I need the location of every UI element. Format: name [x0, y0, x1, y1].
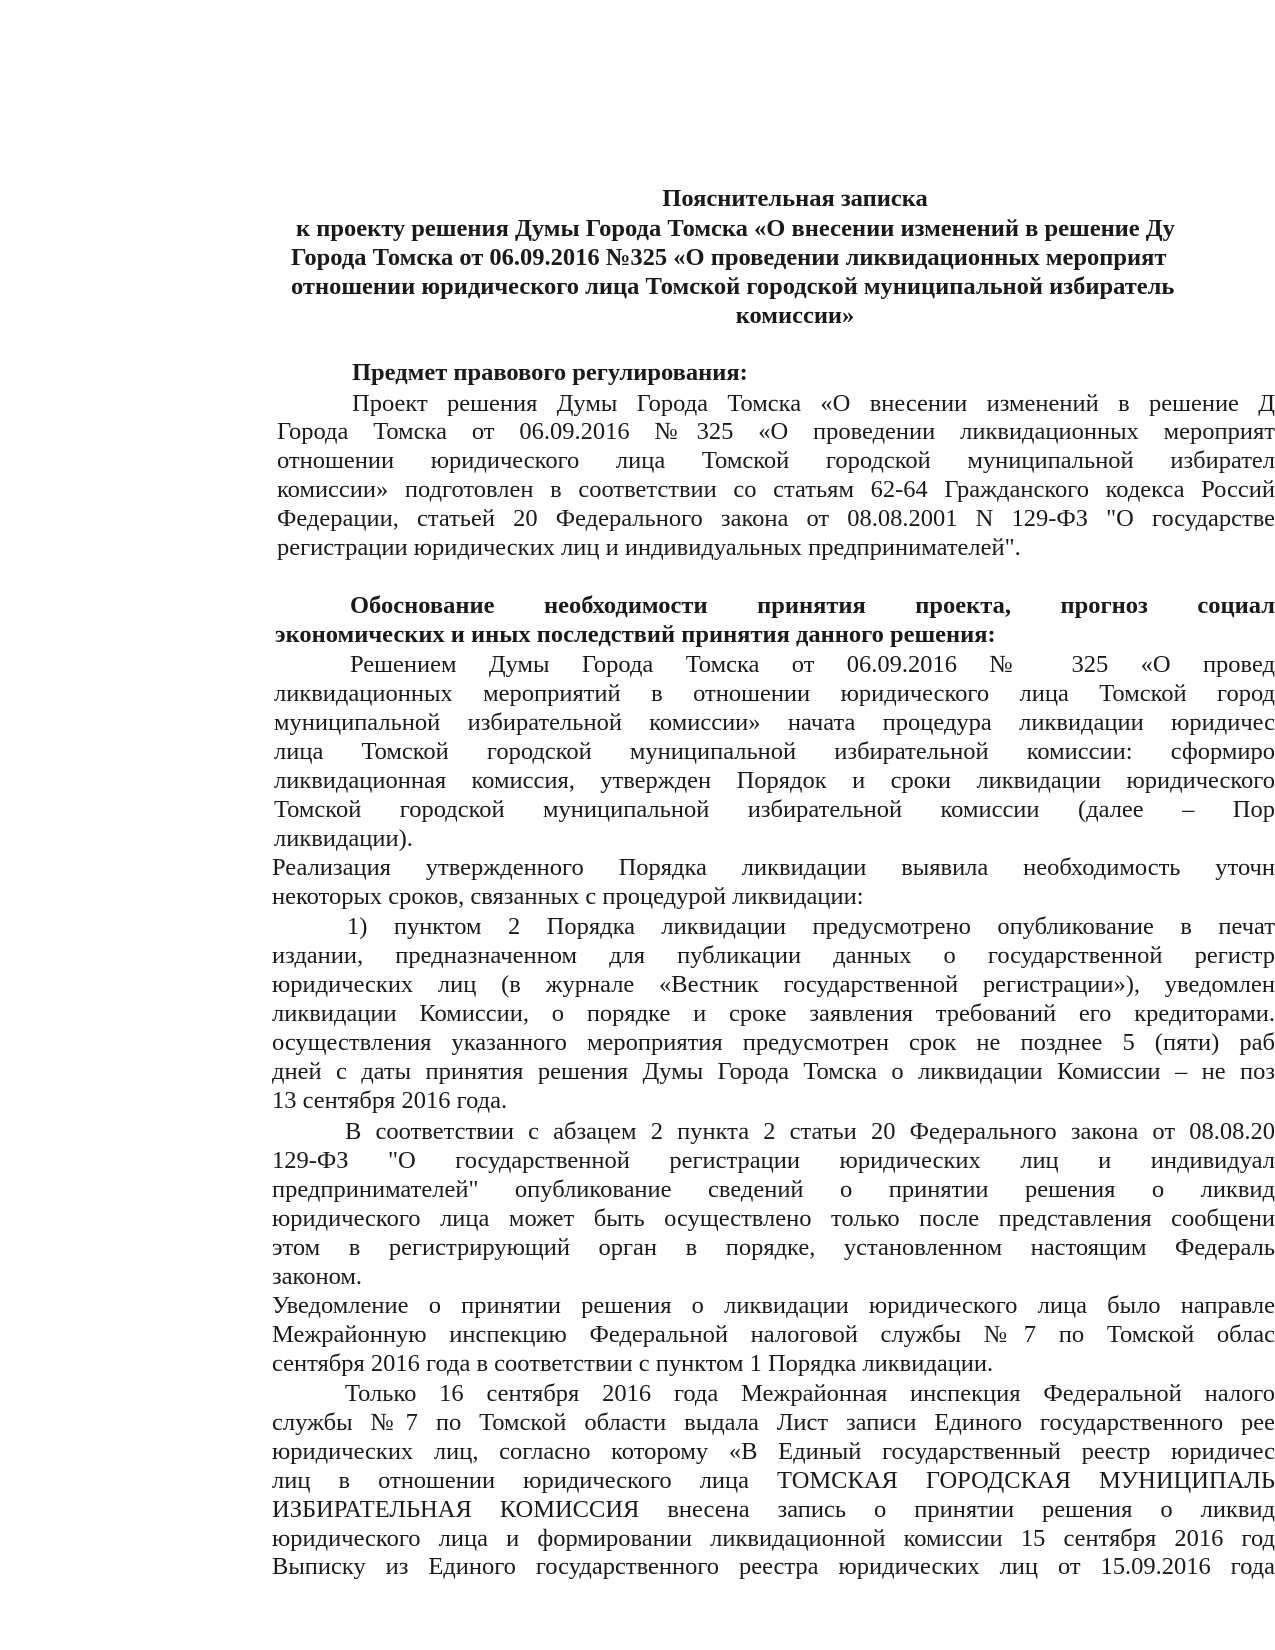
- paragraph-line: лица Томской городской муниципальной избирательной комиссии: сформиро: [274, 738, 1275, 765]
- paragraph-line: этом в регистрирующий орган в порядке, установленном настоящим Федераль: [272, 1234, 1275, 1261]
- paragraph-line: ликвидации).: [274, 825, 413, 852]
- section-heading: Обоснование необходимости принятия проекта, прогноз социал: [350, 592, 1275, 619]
- paragraph-line: ликвидационная комиссия, утвержден Порядок и сроки ликвидации юридического: [274, 767, 1275, 794]
- paragraph-line: осуществления указанного мероприятия предусмотрен срок не позднее 5 (пяти) раб: [272, 1029, 1275, 1056]
- paragraph-line: законом.: [272, 1263, 362, 1290]
- paragraph-line: Межрайонную инспекцию Федеральной налоговой службы №7 по Томской облас: [272, 1321, 1275, 1348]
- paragraph-line: комиссии» подготовлен в соответствии со статьям 62-64 Гражданского кодекса Россий: [277, 476, 1275, 503]
- title-line: комиссии»: [735, 302, 855, 329]
- paragraph-line: Уведомление о принятии решения о ликвидации юридического лица было направле: [272, 1292, 1275, 1319]
- paragraph-line: Федерации, статьей 20 Федерального закона от 08.08.2001 N 129-ФЗ "О государстве: [277, 505, 1275, 532]
- paragraph-line: предпринимателей" опубликование сведений о принятии решения о ликвид: [272, 1176, 1275, 1203]
- paragraph-line: ИЗБИРАТЕЛЬНАЯ КОМИССИЯ внесена запись о принятии решения о ликвид: [272, 1496, 1275, 1523]
- paragraph-line: 129-ФЗ "О государственной регистрации юридических лиц и индивидуал: [272, 1147, 1275, 1174]
- paragraph-line: ликвидации Комиссии, о порядке и сроке заявления требований его кредиторами.: [272, 1000, 1275, 1027]
- paragraph-line: регистрации юридических лиц и индивидуальных предпринимателей".: [277, 534, 1021, 561]
- paragraph-line: 1) пунктом 2 Порядка ликвидации предусмотрено опубликование в печат: [347, 913, 1275, 940]
- paragraph-line: Реализация утвержденного Порядка ликвидации выявила необходимость уточн: [272, 854, 1275, 881]
- paragraph-line: Проект решения Думы Города Томска «О внесении изменений в решение Д: [352, 390, 1275, 417]
- paragraph-line: 13 сентября 2016 года.: [272, 1087, 508, 1114]
- paragraph-line: службы №7 по Томской области выдала Лист записи Единого государственного рее: [272, 1409, 1275, 1436]
- paragraph-line: отношении юридического лица Томской городской муниципальной избирател: [277, 447, 1275, 474]
- paragraph-line: Города Томска от 06.09.2016 №325 «О проведении ликвидационных мероприят: [277, 418, 1275, 445]
- paragraph-line: юридических лиц, согласно которому «В Единый государственный реестр юридичес: [272, 1438, 1275, 1465]
- paragraph-line: ликвидационных мероприятий в отношении юридического лица Томской город: [274, 680, 1275, 707]
- paragraph-line: юридических лиц (в журнале «Вестник государственной регистрации»), уведомлен: [272, 971, 1275, 998]
- title-line: Города Томска от 06.09.2016 №325 «О проведении ликвидационных мероприят: [291, 244, 1167, 271]
- title-line: к проекту решения Думы Города Томска «О внесении изменений в решение Ду: [296, 215, 1175, 242]
- paragraph-line: некоторых сроков, связанных с процедурой ликвидации:: [272, 883, 864, 910]
- paragraph-line: юридического лица и формировании ликвидационной комиссии 15 сентября 2016 год: [272, 1525, 1275, 1552]
- paragraph-line: Решением Думы Города Томска от 06.09.2016 № 325 «О провед: [350, 651, 1275, 678]
- section-heading: Предмет правового регулирования:: [352, 359, 748, 386]
- paragraph-line: Только 16 сентября 2016 года Межрайонная инспекция Федеральной налого: [345, 1380, 1275, 1407]
- paragraph-line: В соответствии с абзацем 2 пункта 2 статьи 20 Федерального закона от 08.08.20: [345, 1118, 1275, 1145]
- paragraph-line: издании, предназначенном для публикации данных о государственной регистр: [272, 942, 1275, 969]
- title-line: отношении юридического лица Томской городской муниципальной избиратель: [291, 273, 1175, 300]
- paragraph-line: дней с даты принятия решения Думы Города Томска о ликвидации Комиссии – не поз: [272, 1058, 1275, 1085]
- section-heading: экономических и иных последствий принятия данного решения:: [275, 621, 996, 648]
- paragraph-line: Томской городской муниципальной избирательной комиссии (далее – Пор: [274, 796, 1275, 823]
- title-line: Пояснительная записка: [662, 185, 928, 212]
- paragraph-line: сентября 2016 года в соответствии с пунктом 1 Порядка ликвидации.: [272, 1350, 994, 1377]
- paragraph-line: юридического лица может быть осуществлено только после представления сообщени: [272, 1205, 1275, 1232]
- paragraph-line: муниципальной избирательной комиссии» начата процедура ликвидации юридичес: [274, 709, 1275, 736]
- paragraph-line: лиц в отношении юридического лица ТОМСКАЯ ГОРОДСКАЯ МУНИЦИПАЛЬ: [272, 1467, 1275, 1494]
- paragraph-line: Выписку из Единого государственного реестра юридических лиц от 15.09.2016 года: [272, 1553, 1275, 1580]
